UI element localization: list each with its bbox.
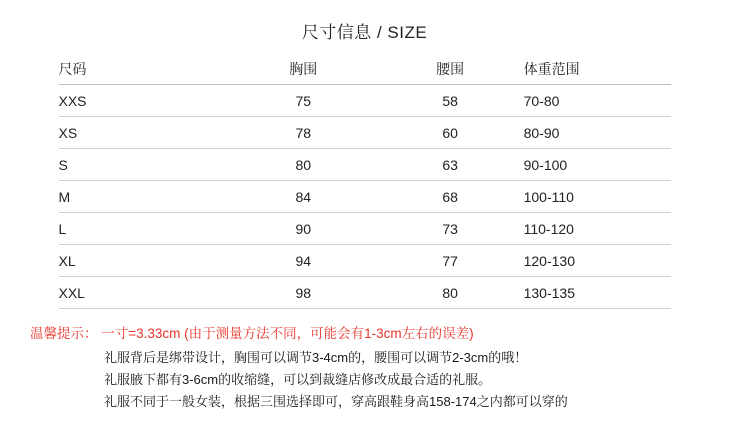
note-warning: 温馨提示： 一寸=3.33cm (由于测量方法不同，可能会有1-3cm左右的误差) (30, 326, 474, 341)
table-row (59, 213, 671, 245)
cell-size: XXS (59, 85, 230, 117)
cell-bust: 90 (230, 213, 377, 245)
cell-weight: 90-100 (524, 149, 671, 181)
cell-weight: 110-120 (524, 213, 671, 245)
cell-waist: 63 (377, 149, 524, 181)
size-table-container (59, 53, 671, 309)
cell-weight: 100-110 (524, 181, 671, 213)
cell-bust: 75 (230, 85, 377, 117)
column-header-weight: 体重范围 (524, 53, 671, 85)
table-row (59, 277, 671, 309)
cell-waist: 73 (377, 213, 524, 245)
cell-weight: 130-135 (524, 277, 671, 309)
note-line-2: 礼服腋下都有3-6cm的收缩缝，可以到裁缝店修改成最合适的礼服。 (104, 372, 492, 387)
cell-waist: 60 (377, 117, 524, 149)
note-line-1: 礼服背后是绑带设计，胸围可以调节3-4cm的，腰围可以调节2-3cm的哦！ (104, 350, 528, 365)
column-header-waist: 腰围 (377, 53, 524, 85)
table-header (59, 53, 671, 85)
table-header-row (59, 53, 671, 85)
cell-weight: 70-80 (524, 85, 671, 117)
cell-bust: 80 (230, 149, 377, 181)
cell-waist: 68 (377, 181, 524, 213)
cell-bust: 94 (230, 245, 377, 277)
cell-bust: 84 (230, 181, 377, 213)
table-row (59, 245, 671, 277)
cell-waist: 80 (377, 277, 524, 309)
cell-waist: 77 (377, 245, 524, 277)
cell-weight: 80-90 (524, 117, 671, 149)
cell-waist: 58 (377, 85, 524, 117)
table-row (59, 149, 671, 181)
column-header-size: 尺码 (59, 53, 230, 85)
notes-section (0, 323, 729, 413)
cell-size: M (59, 181, 230, 213)
table-row (59, 117, 671, 149)
cell-bust: 98 (230, 277, 377, 309)
note-line-3: 礼服不同于一般女装，根据三围选择即可，穿高跟鞋身高158-174之内都可以穿的 (104, 394, 568, 409)
page-title: 尺寸信息 / SIZE (301, 23, 428, 42)
column-header-bust: 胸围 (230, 53, 377, 85)
cell-size: XXL (59, 277, 230, 309)
size-table (59, 53, 671, 309)
table-body (59, 85, 671, 309)
table-row (59, 181, 671, 213)
table-row (59, 85, 671, 117)
cell-bust: 78 (230, 117, 377, 149)
cell-weight: 120-130 (524, 245, 671, 277)
cell-size: S (59, 149, 230, 181)
cell-size: XS (59, 117, 230, 149)
cell-size: XL (59, 245, 230, 277)
cell-size: L (59, 213, 230, 245)
